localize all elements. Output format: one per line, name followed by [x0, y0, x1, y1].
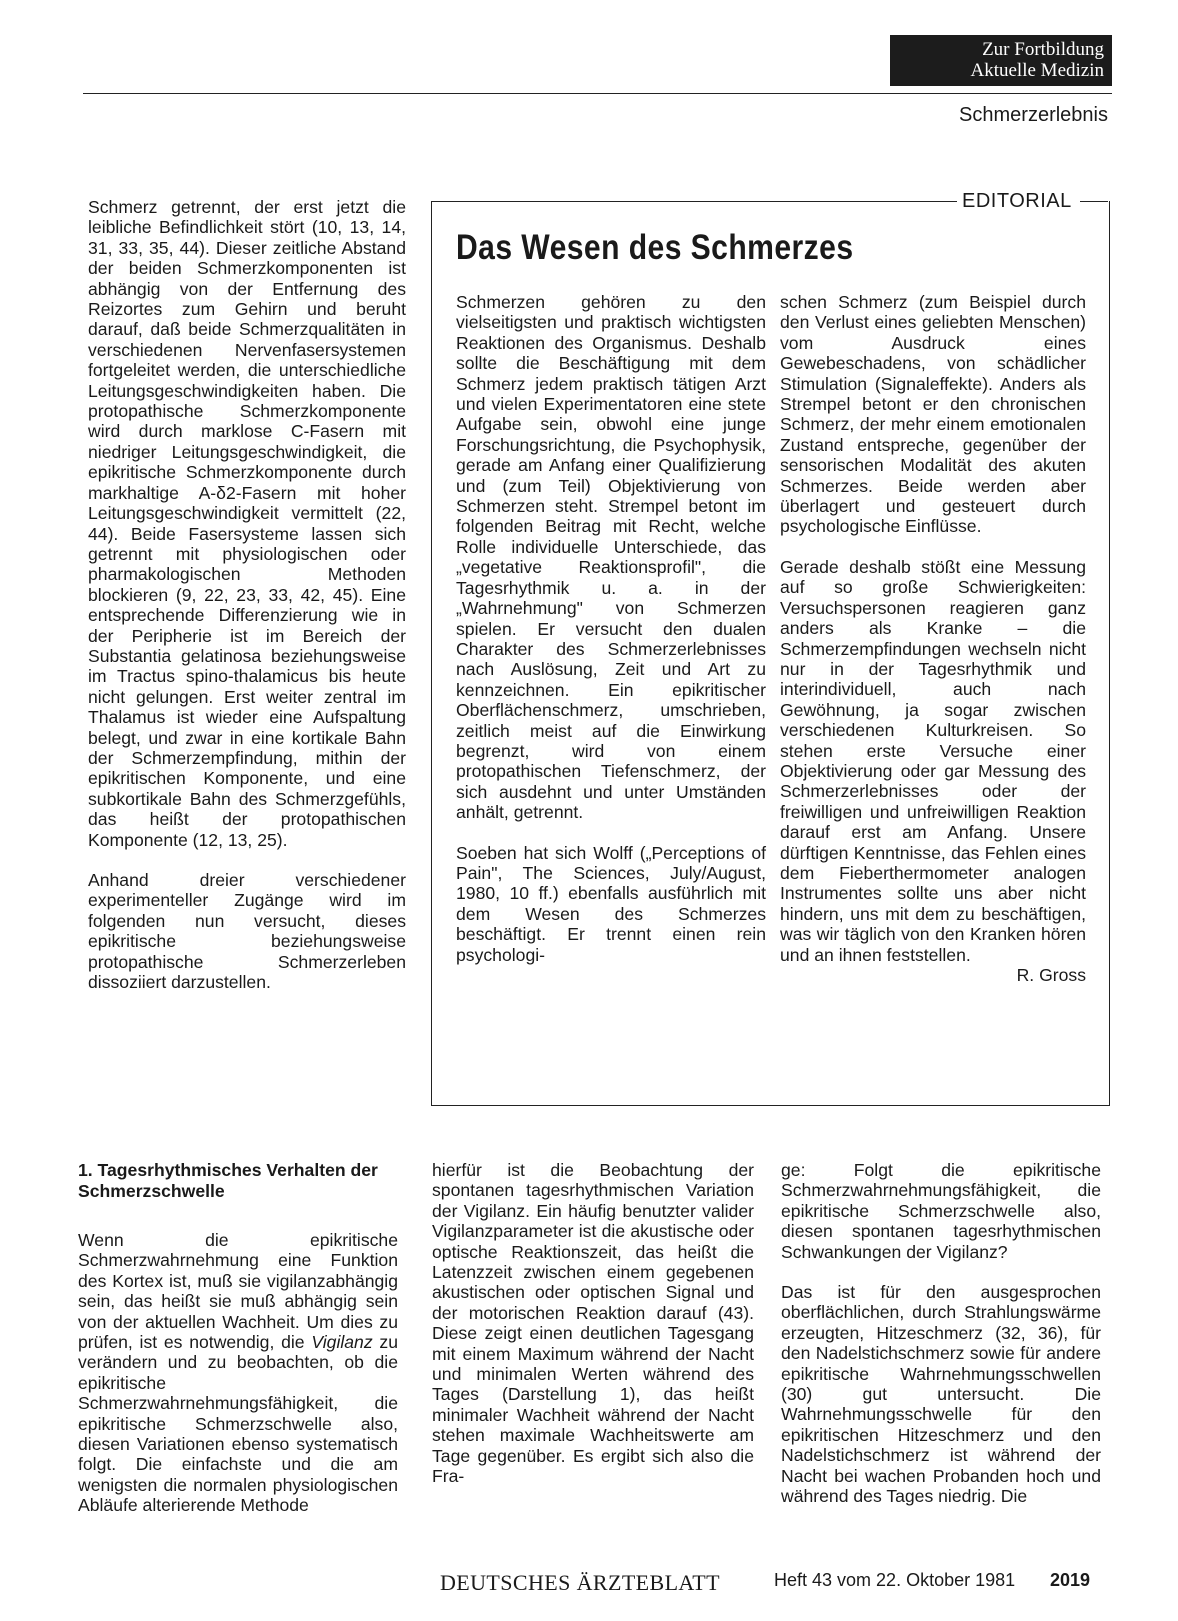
paragraph: hierfür ist die Beobachtung der spontanen tagesrhythmischen Variation der Vigilanz. Ein häufig benutzter valider Vigilanzparameter ist die akustische oder optische Reaktionszeit, das heißt die Latenzzeit zwischen einem gegebenen akustischen oder optischen Signal und der motorischen Reaktion darauf (43). Diese zeigt einen deutlichen Tagesgang mit einem Maximum während der Nacht und minimalen Werten während des Tages (Darstellung 1), das heißt minimaler Wachheit während der Nacht stehen maximale Wachheitswerte am Tage gegenüber. Es ergibt sich also die Fra-	[432, 1160, 754, 1487]
article-column-left	[88, 197, 406, 1012]
page-number: 2019	[1050, 1570, 1091, 1590]
rubric-badge	[890, 35, 1112, 86]
article-column-bottom-3	[781, 1160, 1101, 1527]
paragraph: schen Schmerz (zum Beispiel durch den Verlust eines geliebten Menschen) vom Ausdruck eines Gewebeschadens, von schädlicher Stimulation (Signaleffekte). Anders als Strempel betont er den chronischen Schmerz, der mehr einem emotionalen Zustand entspreche, gegenüber der sensorischen Modalität des akuten Schmerzes. Beide werden aber überlagert und gesteuert durch psychologische Einflüsse.	[780, 292, 1086, 537]
article-column-bottom-1	[78, 1160, 398, 1536]
issue-info: Heft 43 vom 22. Oktober 1981	[774, 1570, 1016, 1590]
editorial-corner-rule	[1080, 201, 1108, 202]
paragraph	[780, 557, 1086, 965]
paragraph: Anhand dreier verschiedener experimenteller Zugänge wird im folgenden nun versucht, dieses epikritische beziehungsweise protopathische Schmerzerleben dissoziiert darzustellen.	[88, 870, 406, 993]
section-title: Schmerzerlebnis	[959, 104, 1108, 126]
paragraph: Das ist für den ausgesprochen oberflächlichen, durch Strahlungswärme erzeugten, Hitzeschmerz (32, 36), für den Nadelstichschmerz sowie für andere epikritische Wahrnehmungsschwellen (30) gut untersucht. Die Wahrnehmungsschwelle für den epikritischen Hitzeschmerz und den Nadelstichschmerz ist während der Nacht bei wachen Probanden hoch und während des Tages niedrig. Die	[781, 1282, 1101, 1507]
editorial-author: R. Gross	[1016, 965, 1086, 985]
paragraph: ge: Folgt die epikritische Schmerzwahrnehmungsfähigkeit, die epikritische Schmerzschwelle also, diesen spontanen tagesrhythmischen Schwankungen der Vigilanz?	[781, 1160, 1101, 1262]
paragraph: Schmerzen gehören zu den vielseitigsten und praktisch wichtigsten Reaktionen des Organismus. Deshalb sollte die Beschäftigung mit dem Schmerz jedem praktisch tätigen Arzt und vielen Experimentatoren eine stete Aufgabe sein, obwohl eine junge Forschungsrichtung, die Psychophysik, gerade am Anfang einer Qualifizierung und (zum Teil) Objektivierung von Schmerzen steht. Strempel betont im folgenden Beitrag mit Recht, welche Rolle individuelle Unterschiede, das „vegetative Reaktionsprofil", die Tagesrhythmik u. a. in der „Wahrnehmung" von Schmerzen spielen. Er versucht den dualen Charakter des Schmerzerlebnisses nach Auslösung, Zeit und Art zu kennzeichnen. Ein epikritischer Oberflächenschmerz, umschrieben, zeitlich meist auf die Einwirkung begrenzt, wird von einem protopathischen Tiefenschmerz, der sich ausdehnt und unter Umständen anhält, getrennt.	[456, 292, 766, 823]
editorial-label: EDITORIAL	[962, 190, 1072, 212]
emphasis: Vigilanz	[311, 1332, 373, 1353]
paragraph: Soeben hat sich Wolff („Perceptions of Pain", The Sciences, July/August, 1980, 10 ff.) ebenfalls ausführlich mit dem Wesen des Schmerzes beschäftigt. Er trennt einen rein psychologi-	[456, 842, 766, 965]
paragraph-text: Wenn die epikritische Schmerzwahrnehmung eine Funktion des Kortex ist, muß sie vigilanzabhängig sein, das heißt sie muß abhängig sein von der aktuellen Wachheit. Um dies zu prüfen, ist es notwendig, die	[78, 1230, 398, 1353]
editorial-top-rule	[431, 201, 957, 202]
article-column-bottom-2	[432, 1160, 754, 1507]
editorial-column-1	[456, 292, 766, 985]
paragraph-text: zu verändern und zu beobachten, ob die epikritische Schmerzwahrnehmungsfähigkeit, die epikritische Schmerzschwelle also, diesen Variationen ebenso systematisch folgt. Die einfachste und die am wenigsten die normalen physiologischen Abläufe alterierende Methode	[78, 1332, 398, 1516]
badge-line-1: Zur Fortbildung	[982, 39, 1104, 60]
editorial-byline	[780, 965, 1086, 985]
paragraph: Schmerz getrennt, der erst jetzt die leibliche Befindlichkeit stört (10, 13, 14, 31, 33, 35, 44). Dieser zeitliche Abstand der beiden Schmerzkomponenten ist abhängig von der Entfernung des Reizortes zum Gehirn und beruht darauf, daß beide Schmerzqualitäten in verschiedenen Nervenfasersystemen fortgeleitet werden, die unterschiedliche Leitungsgeschwindigkeiten haben. Die protopathische Schmerzkomponente wird durch marklose C-Fasern mit niedriger Leitungsgeschwindigkeit, die epikritische Schmerzkomponente durch markhaltige A-δ2-Fasern mit hoher Leitungsgeschwindigkeit vermittelt (22, 44). Beide Fasersysteme lassen sich getrennt mit physiologischen oder pharmakologischen Methoden blockieren (9, 22, 23, 33, 42, 45). Eine entsprechende Differenzierung wie in der Peripherie ist im Bereich der Substantia gelatinosa beziehungsweise im Tractus spino-thalamicus bis heute nicht gelungen. Erst weiter zentral im Thalamus ist wieder eine Aufspaltung belegt, und zwar in eine kortikale Bahn der Schmerzempfindung, mithin der epikritischen Komponente, und eine subkortikale Bahn des Schmerzgefühls, das heißt der protopathischen Komponente (12, 13, 25).	[88, 197, 406, 850]
badge-line-2: Aktuelle Medizin	[970, 60, 1104, 81]
paragraph	[78, 1230, 398, 1516]
header-rule	[83, 93, 1112, 94]
publication-name: DEUTSCHES ÄRZTEBLATT	[440, 1570, 720, 1595]
paragraph-text: Gerade deshalb stößt eine Messung auf so große Schwierigkeiten: Versuchspersonen reagieren ganz anders als Kranke – die Schmerzempfindungen wechseln nicht nur in der Tagesrhythmik und interindividuell, auch nach Gewöhnung, ja sogar zwischen verschiedenen Kulturkreisen. So stehen erste Versuche einer Objektivierung oder gar Messung des Schmerzerlebnisses oder der freiwilligen und unfreiwilligen Reaktion darauf erst am Anfang. Unsere dürftigen Kenntnisse, das Fehlen eines dem Fieberthermometer analogen Instrumentes sollte uns aber nicht hindern, uns mit dem zu beschäftigen, was wir täglich von den Kranken hören und an ihnen feststellen.	[780, 556, 1086, 965]
editorial-column-2	[780, 292, 1086, 985]
section-heading: 1. Tagesrhythmisches Verhalten der Schmerzschwelle	[78, 1160, 378, 1201]
editorial-title: Das Wesen des Schmerzes	[456, 228, 854, 267]
